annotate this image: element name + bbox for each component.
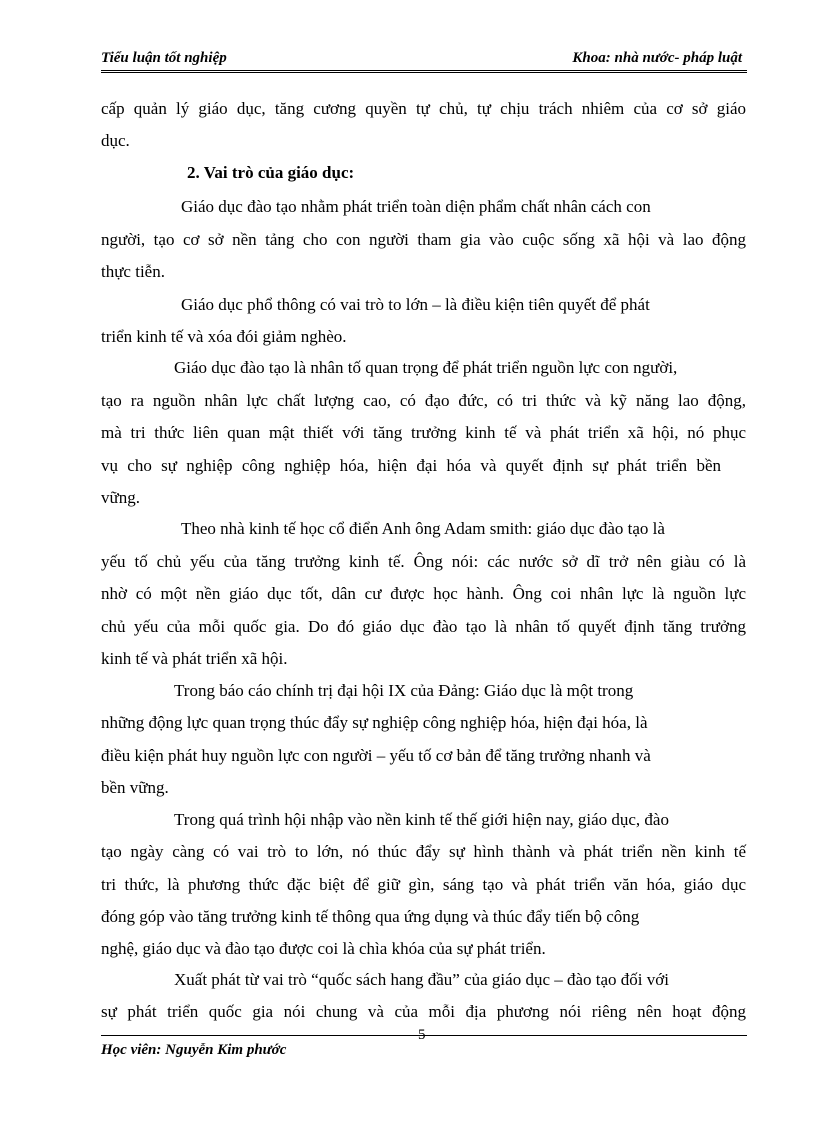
section-heading: 2. Vai trò của giáo dục: — [187, 163, 355, 182]
body-line: dục. — [101, 131, 130, 150]
body-line: cấp quản lý giáo dục, tăng cương quyền tự chủ, tự chịu trách nhiêm của cơ sở giáo — [101, 99, 746, 118]
body-line: Trong báo cáo chính trị đại hội IX của Đảng: Giáo dục là một trong — [174, 681, 634, 700]
body-line: Trong quá trình hội nhập vào nền kinh tế thế giới hiện nay, giáo dục, đào — [174, 810, 669, 829]
body-line: thực tiễn. — [101, 262, 165, 281]
body-line: Giáo dục đào tạo là nhân tố quan trọng để phát triển nguồn lực con người, — [174, 358, 678, 377]
body-line: Giáo dục đào tạo nhằm phát triển toàn diện phẩm chất nhân cách con — [181, 197, 651, 216]
body-line: tạo ra nguồn nhân lực chất lượng cao, có đạo đức, có tri thức và kỹ năng lao động, — [101, 391, 746, 410]
body-line: sự phát triển quốc gia nói chung và của mỗi địa phương nói riêng nên hoạt động — [101, 1002, 746, 1021]
body-line: kinh tế và phát triển xã hội. — [101, 649, 288, 668]
body-line: nghệ, giáo dục và đào tạo được coi là chìa khóa của sự phát triển. — [101, 939, 546, 958]
body-line: bền vững. — [101, 778, 169, 797]
body-line: yếu tố chủ yếu của tăng trưởng kinh tế. Ông nói: các nước sở dĩ trở nên giàu có là — [101, 552, 746, 571]
body-line: Xuất phát từ vai trò “quốc sách hang đầu” của giáo dục – đào tạo đối với — [174, 970, 669, 989]
body-line: những động lực quan trọng thúc đẩy sự nghiệp công nghiệp hóa, hiện đại hóa, là — [101, 713, 648, 732]
body-line: tạo ngày càng có vai trò to lớn, nó thúc đẩy sự hình thành và phát triển nền kinh tế — [101, 842, 746, 861]
footer-rule — [101, 1035, 747, 1036]
header-left-title: Tiểu luận tốt nghiệp — [101, 50, 227, 66]
body-line: nhờ có một nền giáo dục tốt, dân cư được học hành. Ông coi nhân lực là nguồn lực — [101, 584, 746, 603]
header-right-title: Khoa: nhà nước- pháp luật — [572, 50, 742, 66]
body-line: điều kiện phát huy nguồn lực con người – yếu tố cơ bản để tăng trưởng nhanh và — [101, 746, 651, 765]
footer-author: Học viên: Nguyễn Kim phước — [101, 1042, 287, 1058]
body-line: tri thức, là phương thức đặc biệt để giữ gìn, sáng tạo và phát triển văn hóa, giáo dục — [101, 875, 746, 894]
body-line: Theo nhà kinh tế học cổ điển Anh ông Adam smith: giáo dục đào tạo là — [181, 519, 665, 538]
body-line: triển kinh tế và xóa đói giảm nghèo. — [101, 327, 347, 346]
body-line: người, tạo cơ sở nền tảng cho con người tham gia vào cuộc sống xã hội và lao động — [101, 230, 746, 249]
body-line: mà tri thức liên quan mật thiết với tăng trưởng kinh tế và phát triển xã hội, nó phục — [101, 423, 746, 442]
body-line: vụ cho sự nghiệp công nghiệp hóa, hiện đại hóa và quyết định sự phát triển bền — [101, 456, 721, 475]
body-line: đóng góp vào tăng trưởng kinh tế thông qua ứng dụng và thúc đẩy tiến bộ công — [101, 907, 640, 926]
body-line: vững. — [101, 488, 140, 507]
page-number: 5 — [418, 1027, 426, 1043]
body-line: chủ yếu của mỗi quốc gia. Do đó giáo dục đào tạo là nhân tố quyết định tăng trưởng — [101, 617, 746, 636]
body-line: Giáo dục phổ thông có vai trò to lớn – là điều kiện tiên quyết để phát — [181, 295, 650, 314]
header-rule — [101, 70, 747, 73]
